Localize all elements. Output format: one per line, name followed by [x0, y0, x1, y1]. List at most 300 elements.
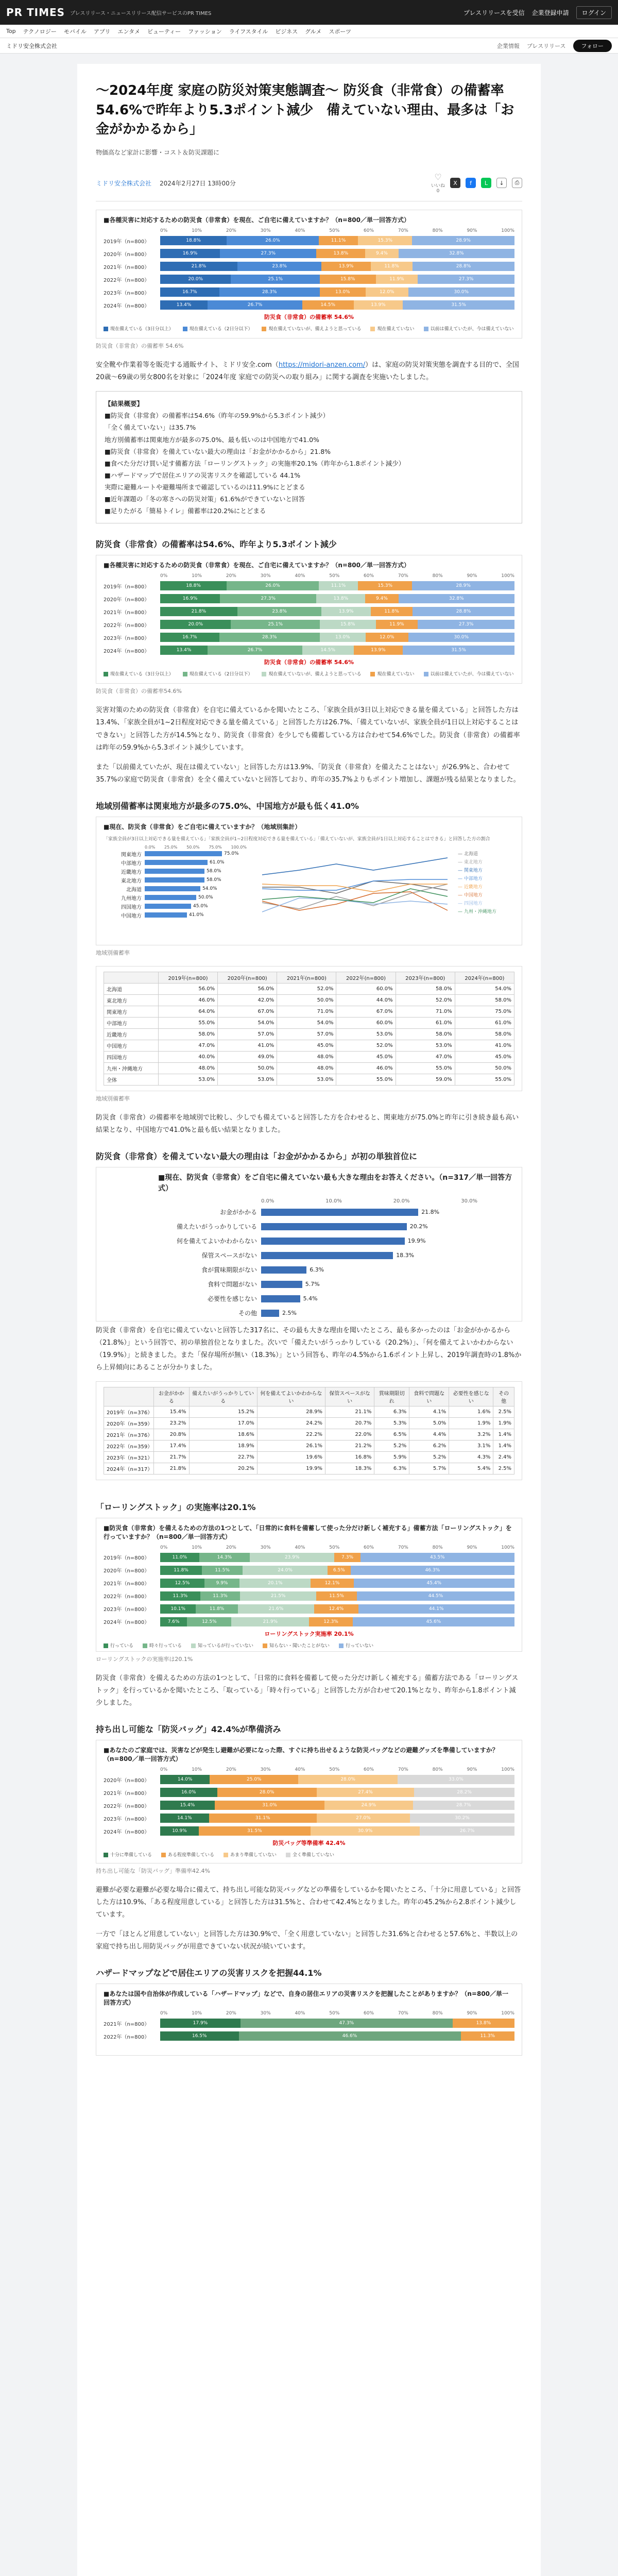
region-row	[104, 858, 247, 867]
bar-segment: 28.2%	[414, 1788, 514, 1797]
axis-tick: 60%	[364, 573, 374, 579]
bar-segment: 32.8%	[399, 249, 514, 258]
stacked-bar	[160, 300, 514, 310]
hazard-rows	[104, 2018, 514, 2042]
reason-axis-tick: 20.0%	[393, 1198, 410, 1204]
intro-text-b: ）は、家庭の防災対策実態を調査する目的で、全国20歳～69歳の男女800名を対象に「2024年度 家庭での防災への取り組み」に関する調査を実施いたしました。	[96, 361, 519, 382]
legend-swatch	[262, 327, 266, 331]
chart1-legend	[104, 325, 514, 332]
intro-text-a: 安全靴や作業着等を販売する通販サイト、ミドリ安全.com（	[96, 361, 279, 369]
chart-bag	[96, 1740, 522, 1863]
region-axis-tick: 50.0%	[186, 844, 200, 850]
table-cell: 1.4%	[493, 1440, 514, 1451]
midori-link[interactable]: https://midori-anzen.com/	[278, 361, 366, 369]
category-link[interactable]: ファッション	[188, 28, 222, 35]
bar-segment: 20.0%	[160, 275, 231, 284]
table-cell: 67.0%	[336, 1006, 396, 1017]
print-icon[interactable]: ⎙	[512, 178, 522, 188]
section5-heading: 持ち出し可能な「防災バッグ」42.4%が準備済み	[96, 1724, 281, 1735]
rolling-legend	[104, 1642, 514, 1649]
region-axis	[145, 845, 247, 850]
table-cell: 59.0%	[396, 1074, 455, 1085]
bar-row	[104, 606, 514, 617]
download-icon[interactable]: ↓	[496, 178, 507, 188]
table-cell: 56.0%	[158, 983, 217, 994]
axis-tick: 90%	[467, 2011, 477, 2016]
bar-segment: 13.9%	[321, 262, 371, 271]
table-cell: 5.4%	[449, 1463, 493, 1474]
bar-segment: 13.4%	[160, 300, 208, 310]
axis-tick: 80%	[432, 1545, 443, 1550]
table-row	[104, 1006, 514, 1017]
table-cell: 2023年（n=321）	[104, 1451, 154, 1463]
table-cell: 61.0%	[455, 1017, 514, 1028]
table-cell: 23.2%	[154, 1417, 189, 1429]
region-axis-tick: 75.0%	[209, 844, 222, 850]
legend-swatch	[191, 1643, 196, 1648]
table-row	[104, 1074, 514, 1085]
legend-label: 現在備えている（3日分以上）	[110, 327, 174, 332]
bar-segment: 21.8%	[160, 262, 237, 271]
bar-segment: 30.2%	[410, 1814, 514, 1823]
bar-row	[104, 235, 514, 246]
category-link[interactable]: エンタメ	[117, 28, 141, 35]
bar-segment: 26.0%	[227, 236, 319, 245]
table-cell: 48.0%	[277, 1051, 336, 1062]
bar-segment: 26.7%	[208, 300, 302, 310]
reason-value: 5.7%	[305, 1281, 320, 1288]
bar-segment: 27.4%	[317, 1788, 414, 1797]
region-label: 近畿地方	[121, 869, 142, 875]
bar-row-label: 2019年（n=800）	[104, 1555, 150, 1562]
legend-label: 現在備えている（3日分以上）	[110, 672, 174, 677]
bar-segment: 17.9%	[160, 2019, 241, 2028]
prtimes-logo[interactable]: PR TIMES	[6, 6, 65, 19]
reason-bar	[261, 1266, 306, 1274]
table-cell: 6.3%	[374, 1463, 409, 1474]
table-header-cell: 2019年(n=800)	[158, 972, 217, 983]
reasons-table	[104, 1387, 514, 1475]
section1-paragraph1: 災害対策のための防災食（非常食）を自宅に備えているかを聞いたところ、「家族全員が3日以上対応できる量を備えている」と回答した方は13.4%、「家族全員が1~2日程度対応できる量を備えている」と回答した方は26.7%、「備えていないが、家族全員が1日以上対応することはできない」と回答した方が14.5%となり、防災食（非常食）を少しでも備蓄している方は合わせて54.6%でした。防災食（非常食）の備蓄率は昨年の59.9%から5.3ポイント減少しています。	[96, 706, 520, 752]
table-cell: 21.7%	[154, 1451, 189, 1463]
table-cell: 55.0%	[336, 1074, 396, 1085]
bar-segment: 28.8%	[413, 607, 514, 616]
table-cell: 関東地方	[104, 1006, 159, 1017]
table-cell: 45.0%	[336, 1051, 396, 1062]
table-cell: 17.4%	[154, 1440, 189, 1451]
stacked-bar	[160, 1788, 514, 1797]
axis-tick: 70%	[398, 2011, 408, 2016]
bar-segment: 44.5%	[357, 1591, 514, 1601]
hazard-chart-title: ■あなたは国や自治体が作成している「ハザードマップ」などで、自身の居住エリアの災害リスクを把握したことがありますか？（n=800／単一回答方式）	[104, 1990, 509, 2007]
axis-tick: 10%	[192, 1545, 202, 1550]
meta-date: 2024年2月27日 13時00分	[160, 179, 236, 187]
chart1b-legend	[104, 670, 514, 677]
bar-segment: 30.0%	[408, 287, 514, 297]
bar-row-label: 2023年（n=800）	[104, 290, 150, 296]
reason-value: 21.8%	[421, 1209, 440, 1216]
axis-tick: 0%	[160, 228, 168, 234]
chart1-axis	[160, 228, 514, 233]
table-header-row	[104, 972, 514, 983]
rolling-axis	[160, 1545, 514, 1550]
table-cell: 57.0%	[277, 1028, 336, 1040]
axis-tick: 100%	[501, 2011, 514, 2016]
bar-segment: 10.1%	[160, 1604, 196, 1614]
bar-segment: 11.8%	[160, 1566, 202, 1575]
table-header-cell: 保管スペースがない	[325, 1387, 374, 1406]
region-rows	[104, 850, 247, 920]
category-link[interactable]: テクノロジー	[23, 28, 57, 35]
axis-tick: 0%	[160, 2011, 168, 2016]
table-cell: 53.0%	[277, 1074, 336, 1085]
category-link[interactable]: ライフスタイル	[229, 28, 268, 35]
region-line-legend: — 東北地方	[458, 859, 483, 865]
table-cell: 50.0%	[455, 1062, 514, 1074]
legend-label: 以前は備えていたが、今は備えていない	[430, 327, 514, 332]
table-cell: 53.0%	[158, 1074, 217, 1085]
table-cell: 48.0%	[158, 1062, 217, 1074]
legend-label: 現在備えていないが、備えようと思っている	[268, 672, 362, 677]
bar-segment: 9.4%	[365, 594, 399, 603]
table-header-cell: 2024年(n=800)	[455, 972, 514, 983]
reason-row	[158, 1206, 514, 1218]
table-row	[104, 1451, 514, 1463]
result-item: ■防災食（非常食）を備えていない最大の理由は「お金がかかるから」21.8%	[105, 447, 331, 455]
bar-segment: 15.3%	[358, 236, 412, 245]
chart-rolling-stock	[96, 1518, 522, 1652]
table-cell: 22.0%	[325, 1429, 374, 1440]
table-cell: 40.0%	[158, 1051, 217, 1062]
table-header-cell: お金がかかる	[154, 1387, 189, 1406]
table-cell: 5.3%	[374, 1417, 409, 1429]
table-cell: 21.2%	[325, 1440, 374, 1451]
bar-segment: 31.5%	[403, 646, 514, 655]
region-caption: 地域別備蓄率	[96, 949, 130, 956]
bar-segment: 16.9%	[160, 594, 220, 603]
table-cell: 5.2%	[374, 1440, 409, 1451]
axis-tick: 20%	[226, 1767, 236, 1773]
legend-item	[424, 670, 514, 677]
table-cell: 71.0%	[277, 1006, 336, 1017]
region-line-legend: — 北海道	[458, 851, 478, 857]
region-bar	[145, 912, 187, 918]
table-cell: 19.9%	[257, 1463, 325, 1474]
axis-tick: 20%	[226, 228, 236, 234]
bar-row-label: 2023年（n=800）	[104, 635, 150, 641]
category-link[interactable]: Top	[6, 28, 16, 35]
legend-swatch	[424, 672, 428, 676]
bar-segment: 7.6%	[160, 1617, 187, 1626]
category-link[interactable]: ビューティー	[147, 28, 181, 35]
bar-row	[104, 1616, 514, 1628]
section4-heading: 「ローリングストック」の実施率は20.1%	[96, 1502, 256, 1512]
table-cell: 22.2%	[257, 1429, 325, 1440]
bar-segment: 13.8%	[453, 2019, 514, 2028]
stacked-bar	[160, 594, 514, 603]
table-cell: 41.0%	[218, 1040, 277, 1051]
heart-icon[interactable]: ♡	[434, 172, 442, 182]
like-count: 0	[436, 189, 440, 194]
table-cell: 6.5%	[374, 1429, 409, 1440]
section2-heading: 地域別備蓄率は関東地方が最多の75.0%、中国地方が最も低く41.0%	[96, 801, 359, 811]
axis-tick: 50%	[329, 2011, 340, 2016]
bar-row-label: 2022年（n=800）	[104, 1594, 150, 1600]
rolling-caption: ローリングストックの実施率は20.1%	[96, 1655, 193, 1663]
table-cell: 近畿地方	[104, 1028, 159, 1040]
table-cell: 60.0%	[336, 1017, 396, 1028]
bar-segment: 14.1%	[160, 1814, 209, 1823]
table-cell: 18.6%	[189, 1429, 257, 1440]
bar-row	[104, 274, 514, 285]
axis-tick: 20%	[226, 573, 236, 579]
bar-row	[104, 1825, 514, 1837]
bar-row-label: 2021年（n=800）	[104, 609, 150, 616]
bar-segment: 11.1%	[319, 581, 358, 590]
bar-segment: 21.8%	[160, 607, 237, 616]
press-release-link[interactable]: プレスリリース	[526, 42, 566, 49]
table-cell: 58.0%	[455, 994, 514, 1006]
bar-row-label: 2021年（n=800）	[104, 264, 150, 270]
stacked-bar	[160, 236, 514, 245]
table-cell: 54.0%	[218, 1017, 277, 1028]
stacked-bar	[160, 581, 514, 590]
bar-row	[104, 1774, 514, 1785]
reason-label: 保管スペースがない	[201, 1252, 257, 1260]
table-cell: 15.4%	[154, 1406, 189, 1417]
region-axis-tick: 100.0%	[231, 844, 247, 850]
region-table	[104, 972, 514, 1086]
category-link[interactable]: ビジネス	[275, 28, 298, 35]
bar-segment: 15.8%	[320, 275, 376, 284]
legend-label: 行っていない	[346, 1643, 374, 1649]
reason-bar	[261, 1209, 418, 1216]
table-cell: 6.2%	[409, 1440, 449, 1451]
reason-label: お金がかかる	[219, 1209, 257, 1216]
table-cell: 2020年（n=359）	[104, 1417, 154, 1429]
axis-tick: 10%	[192, 2011, 202, 2016]
table-cell: 24.2%	[257, 1417, 325, 1429]
category-link[interactable]: スポーツ	[329, 28, 351, 35]
axis-tick: 20%	[226, 1545, 236, 1550]
table-header-cell: 2020年(n=800)	[218, 972, 277, 983]
table-cell: 61.0%	[396, 1017, 455, 1028]
legend-item	[183, 670, 253, 677]
reason-label: 何を備えてよいかわからない	[176, 1238, 257, 1245]
table-header-cell: その他	[493, 1387, 514, 1406]
table-cell: 5.0%	[409, 1417, 449, 1429]
legend-item	[424, 325, 514, 332]
table-cell: 四国地方	[104, 1051, 159, 1062]
bar-row-label: 2021年（n=800）	[104, 1581, 150, 1587]
rolling-highlight: ローリングストック実施率 20.1%	[264, 1630, 354, 1637]
legend-swatch	[370, 327, 375, 331]
region-label: 中部地方	[121, 860, 142, 867]
region-chart-subtitle: 「家族全員が3日以上対応できる量を備えている」「家族全員が1~2日程度対応できる量を備えている」「備えていないが、家族全員が1日以上対応することはできる」と回答した方の割合	[104, 836, 490, 842]
table-cell: 67.0%	[218, 1006, 277, 1017]
bar-row-label: 2022年（n=800）	[104, 622, 150, 629]
region-line-legend: — 四国地方	[458, 901, 483, 906]
company-name[interactable]: ミドリ安全株式会社	[6, 42, 57, 49]
legend-label: 以前は備えていたが、今は備えていない	[430, 672, 514, 677]
region-label: 北海道	[126, 887, 142, 893]
login-button[interactable]: ログイン	[576, 6, 612, 19]
reason-label: その他	[238, 1310, 257, 1317]
table-header-cell: 賞味期限切れ	[374, 1387, 409, 1406]
legend-label: 知らない・聞いたことがない	[269, 1643, 330, 1649]
bar-segment: 46.3%	[351, 1566, 514, 1575]
bar-segment: 15.8%	[320, 620, 376, 629]
reason-row	[158, 1278, 514, 1291]
table-header-cell	[104, 972, 159, 983]
table-cell: 26.1%	[257, 1440, 325, 1451]
legend-swatch	[104, 672, 108, 676]
section5-paragraph1: 避難が必要な避難が必要な場合に備えて、持ち出し可能な防災バッグなどの準備をしているかを聞いたところ、「十分に用意している」と回答した方は10.9%、「ある程度用意している」と回答した方は31.5%と、合わせて42.4%となりました。昨年の45.2%から2.8ポイント減少しています。	[96, 1886, 521, 1919]
table-cell: 中部地方	[104, 1017, 159, 1028]
table-cell: 1.9%	[493, 1417, 514, 1429]
bar-segment: 25.0%	[210, 1775, 298, 1784]
region-line-legend: — 中国地方	[458, 892, 483, 898]
table-cell: 52.0%	[336, 1040, 396, 1051]
bar-segment: 7.3%	[334, 1553, 360, 1562]
table-cell: 52.0%	[277, 983, 336, 994]
table-row	[104, 1017, 514, 1028]
line-share-icon[interactable]: L	[481, 178, 491, 188]
bar-segment: 14.5%	[302, 300, 354, 310]
region-label: 関東地方	[121, 852, 142, 858]
region-bar	[145, 851, 222, 856]
bag-caption: 持ち出し可能な「防災バッグ」準備率42.4%	[96, 1868, 210, 1875]
article-subtitle: 物価高など家計に影響・コスト＆防災課題に	[96, 149, 220, 157]
bag-rows	[104, 1774, 514, 1837]
table-cell: 54.0%	[455, 983, 514, 994]
bar-segment: 14.3%	[199, 1553, 250, 1562]
table-cell: 5.7%	[409, 1463, 449, 1474]
bar-segment: 16.9%	[160, 249, 220, 258]
table-cell: 46.0%	[336, 1062, 396, 1074]
region-line-2	[262, 858, 448, 875]
section3-heading: 防災食（非常食）を備えていない最大の理由は「お金がかかるから」が初の単独首位に	[96, 1151, 418, 1161]
stacked-bar	[160, 2031, 514, 2041]
legend-label: 知っているが行っていない	[198, 1643, 254, 1649]
company-bar	[0, 38, 618, 54]
table-cell: 16.8%	[325, 1451, 374, 1463]
axis-tick: 20%	[226, 2011, 236, 2016]
reason-row	[158, 1235, 514, 1247]
bar-segment: 13.8%	[316, 249, 365, 258]
bag-legend	[104, 1851, 514, 1858]
table-cell: 3.2%	[449, 1429, 493, 1440]
bar-row	[104, 1812, 514, 1824]
bag-chart-title: ■あなたのご家庭では、災害などが発生し避難が必要になった際、すぐに持ち出せるような防災バッグなどの避難グッズを準備していますか？（n=800／単一回答方式）	[104, 1747, 499, 1763]
region-value: 58.0%	[207, 869, 221, 874]
axis-tick: 40%	[295, 1545, 305, 1550]
axis-tick: 80%	[432, 1767, 443, 1773]
section6-heading: ハザードマップなどで居住エリアの災害リスクを把握44.1%	[96, 1968, 322, 1978]
bar-segment: 11.3%	[160, 1591, 200, 1601]
region-row	[104, 876, 247, 885]
bar-row	[104, 1603, 514, 1615]
x-share-icon[interactable]: X	[450, 178, 460, 188]
table-cell: 57.0%	[218, 1028, 277, 1040]
bar-segment: 12.3%	[309, 1617, 353, 1626]
table-cell: 75.0%	[455, 1006, 514, 1017]
region-row	[104, 885, 247, 893]
meta-company[interactable]: ミドリ安全株式会社	[96, 179, 152, 187]
region-bar	[145, 904, 191, 909]
legend-item	[263, 1642, 330, 1649]
chart1-caption: 防災食（非常食）の備蓄率 54.6%	[96, 343, 184, 350]
table-cell: 全体	[104, 1074, 159, 1085]
bar-segment: 13.9%	[354, 646, 403, 655]
bar-segment: 9.9%	[204, 1579, 239, 1588]
category-link[interactable]: グルメ	[305, 28, 322, 35]
category-link[interactable]: モバイル	[63, 28, 87, 35]
bar-row-label: 2021年（n=800）	[104, 2021, 150, 2027]
category-link[interactable]: アプリ	[93, 28, 111, 35]
bar-row	[104, 261, 514, 272]
legend-swatch	[424, 327, 428, 331]
region-row	[104, 911, 247, 920]
axis-tick: 10%	[192, 573, 202, 579]
legend-item	[370, 670, 414, 677]
table-cell: 55.0%	[158, 1017, 217, 1028]
bar-row-label: 2021年（n=800）	[104, 1790, 150, 1797]
bar-row-label: 2019年（n=800）	[104, 584, 150, 590]
company-info-link[interactable]: 企業情報	[496, 42, 520, 49]
bar-segment: 13.9%	[321, 607, 371, 616]
facebook-share-icon[interactable]: f	[466, 178, 476, 188]
bar-segment: 26.7%	[208, 646, 302, 655]
bar-segment: 31.5%	[403, 300, 514, 310]
bar-segment: 21.6%	[238, 1604, 315, 1614]
bar-row-label: 2019年（n=800）	[104, 239, 150, 245]
receive-press-link[interactable]: プレスリリースを受信	[464, 9, 525, 16]
bar-segment: 11.5%	[316, 1591, 357, 1601]
reason-value: 5.4%	[303, 1295, 318, 1302]
bar-segment: 12.5%	[187, 1617, 231, 1626]
reason-row	[158, 1264, 514, 1276]
company-register-link[interactable]: 企業登録申請	[531, 9, 569, 16]
bar-segment: 13.0%	[320, 287, 366, 297]
article-container	[77, 64, 541, 2576]
axis-tick: 50%	[329, 1767, 340, 1773]
chart1b-axis	[160, 573, 514, 579]
bar-row-label: 2022年（n=800）	[104, 2034, 150, 2040]
region-row	[104, 902, 247, 911]
table-cell: 54.0%	[277, 1017, 336, 1028]
like-widget[interactable]	[431, 172, 445, 194]
bar-segment: 30.9%	[311, 1826, 420, 1836]
legend-item	[104, 1642, 133, 1649]
bar-row	[104, 2030, 514, 2042]
reason-axis-tick: 0.0%	[261, 1198, 274, 1204]
result-item: 地方別備蓄率は関東地方が最多の75.0%、最も低いのは中国地方で41.0%	[105, 435, 319, 444]
result-item: 実際に避難ルートや避難場所まで確認しているのは11.9%にとどまる	[105, 483, 305, 492]
follow-button[interactable]: フォロー	[573, 40, 612, 52]
reason-label: 必要性を感じない	[207, 1295, 257, 1303]
category-bar	[0, 25, 618, 38]
table-cell: 48.0%	[277, 1062, 336, 1074]
article-meta	[96, 172, 522, 201]
result-item: ■足りたがる「簡易トイレ」備蓄率は20.2%にとどまる	[105, 507, 266, 515]
reason-bar	[261, 1310, 279, 1317]
axis-tick: 70%	[398, 1545, 408, 1550]
bar-segment: 11.8%	[196, 1604, 237, 1614]
chart1-highlight: 防災食（非常食）の備蓄率 54.6%	[264, 314, 354, 321]
legend-swatch	[104, 1643, 108, 1648]
bar-segment: 9.4%	[365, 249, 399, 258]
